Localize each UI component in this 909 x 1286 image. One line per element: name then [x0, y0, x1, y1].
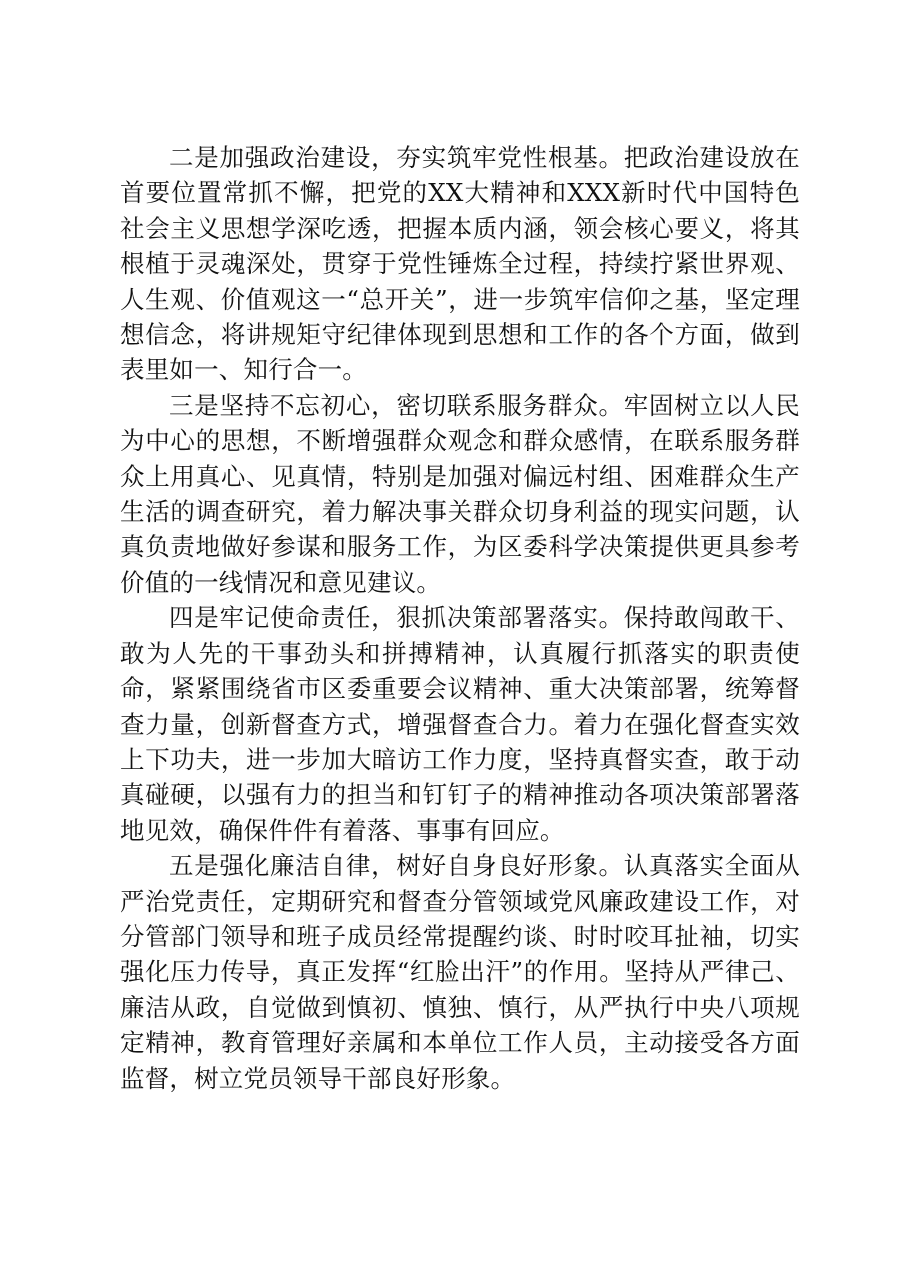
- document-body: [120, 140, 800, 1096]
- paragraph-integrity-discipline: 五是强化廉洁自律，树好自身良好形象。认真落实全面从严治党责任，定期研究和督查分管领域党风廉政建设工作，对分管部门领导和班子成员经常提醒约谈、时时咬耳扯袖，切实强化压力传导，真正发挥“红脸出汗”的作用。坚持从严律己、廉洁从政，自觉做到慎初、慎独、慎行，从严执行中央八项规定精神，教育管理好亲属和本单位工作人员，主动接受各方面监督，树立党员领导干部良好形象。: [120, 851, 800, 1093]
- paragraph-political-building: 二是加强政治建设，夯实筑牢党性根基。把政治建设放在首要位置常抓不懈，把党的XX大精神和XXX新时代中国特色社会主义思想学深吃透，把握本质内涵，领会核心要义，将其根植于灵魂深处，贯穿于党性锤炼全过程，持续拧紧世界观、人生观、价值观这一“总开关”，进一步筑牢信仰之基，坚定理想信念，将讲规矩守纪律体现到思想和工作的各个方面，做到表里如一、知行合一。: [120, 143, 800, 385]
- paragraph-serve-masses: 三是坚持不忘初心，密切联系服务群众。牢固树立以人民为中心的思想，不断增强群众观念和群众感情，在联系服务群众上用真心、见真情，特别是加强对偏远村组、困难群众生产生活的调查研究，着力解决事关群众切身利益的现实问题，认真负责地做好参谋和服务工作，为区委科学决策提供更具参考价值的一线情况和意见建议。: [120, 390, 800, 597]
- paragraph-mission-responsibility: 四是牢记使命责任，狠抓决策部署落实。保持敢闯敢干、敢为人先的干事劲头和拼搏精神，认真履行抓落实的职责使命，紧紧围绕省市区委重要会议精神、重大决策部署，统筹督查力量，创新督查方式，增强督查合力。着力在强化督查实效上下功夫，进一步加大暗访工作力度，坚持真督实查，敢于动真碰硬，以强有力的担当和钉钉子的精神推动各项决策部署落地见效，确保件件有着落、事事有回应。: [120, 603, 800, 845]
